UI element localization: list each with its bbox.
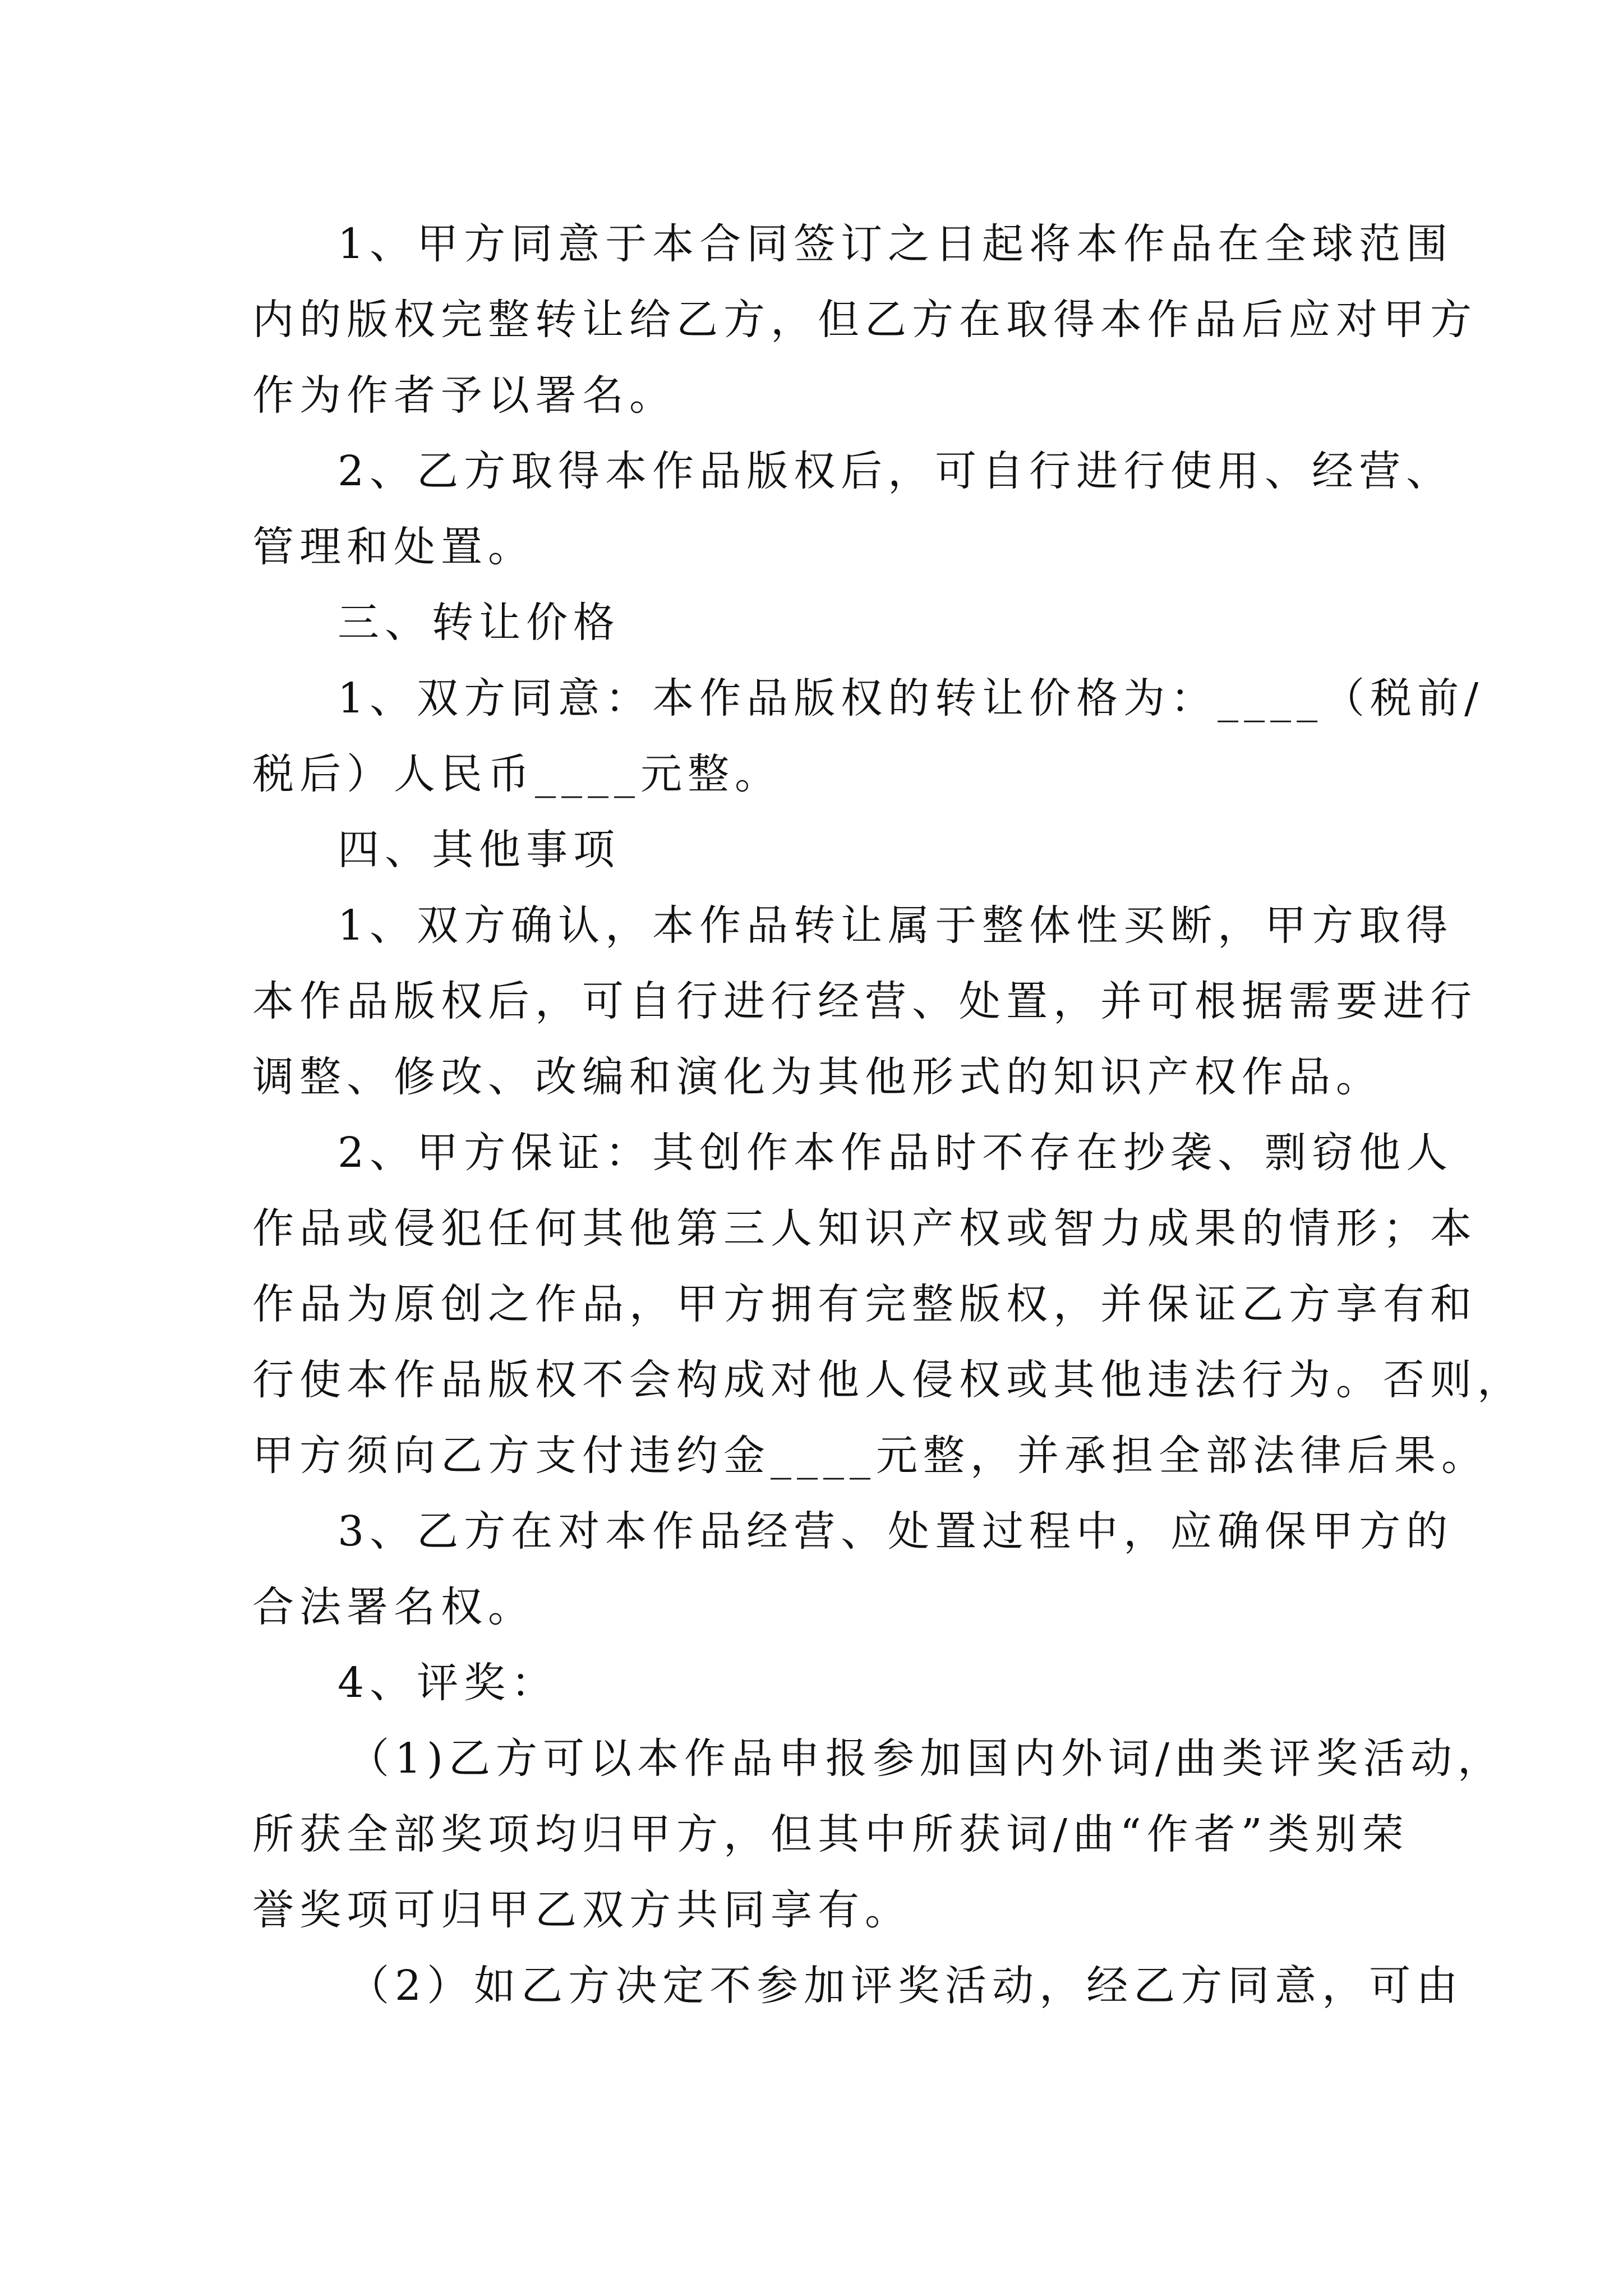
- paragraph-line: 内的版权完整转让给乙方，但乙方在取得本作品后应对甲方: [252, 296, 1477, 344]
- section-heading: 四、其他事项: [338, 826, 620, 874]
- section-heading: 三、转让价格: [338, 599, 620, 647]
- paragraph-line: 作为作者予以署名。: [252, 371, 676, 420]
- paragraph-line: 作品或侵犯任何其他第三人知识产权或智力成果的情形；本: [252, 1204, 1477, 1253]
- paragraph-line: 管理和处置。: [252, 523, 535, 571]
- paragraph-line: 2、甲方保证：其创作本作品时不存在抄袭、剽窃他人: [338, 1129, 1454, 1177]
- paragraph-line: 所获全部奖项均归甲方，但其中所获词/曲“作者”类别荣: [252, 1810, 1409, 1858]
- paragraph-line: 税后）人民币____元整。: [252, 750, 782, 798]
- paragraph-line: （1)乙方可以本作品申报参加国内外词/曲类评奖活动，: [348, 1734, 1505, 1783]
- paragraph-line: 4、评奖：: [338, 1659, 559, 1707]
- paragraph-line: 3、乙方在对本作品经营、处置过程中，应确保甲方的: [338, 1507, 1454, 1556]
- paragraph-line: 本作品版权后，可自行进行经营、处置，并可根据需要进行: [252, 977, 1477, 1025]
- paragraph-line: （2）如乙方决定不参加评奖活动，经乙方同意，可由: [348, 1962, 1464, 2010]
- paragraph-line: 1、双方确认，本作品转让属于整体性买断，甲方取得: [338, 901, 1454, 950]
- paragraph-line: 1、甲方同意于本合同签订之日起将本作品在全球范围: [338, 220, 1454, 268]
- paragraph-line: 誉奖项可归甲乙双方共同享有。: [252, 1886, 912, 1934]
- paragraph-line: 行使本作品版权不会构成对他人侵权或其他违法行为。否则，: [252, 1356, 1524, 1404]
- paragraph-line: 作品为原创之作品，甲方拥有完整版权，并保证乙方享有和: [252, 1280, 1477, 1328]
- paragraph-line: 合法署名权。: [252, 1583, 535, 1631]
- paragraph-line: 甲方须向乙方支付违约金____元整，并承担全部法律后果。: [252, 1432, 1488, 1480]
- paragraph-line: 1、双方同意：本作品版权的转让价格为：____（税前/: [338, 674, 1484, 723]
- paragraph-line: 调整、修改、改编和演化为其他形式的知识产权作品。: [252, 1053, 1383, 1101]
- paragraph-line: 2、乙方取得本作品版权后，可自行进行使用、经营、: [338, 447, 1454, 495]
